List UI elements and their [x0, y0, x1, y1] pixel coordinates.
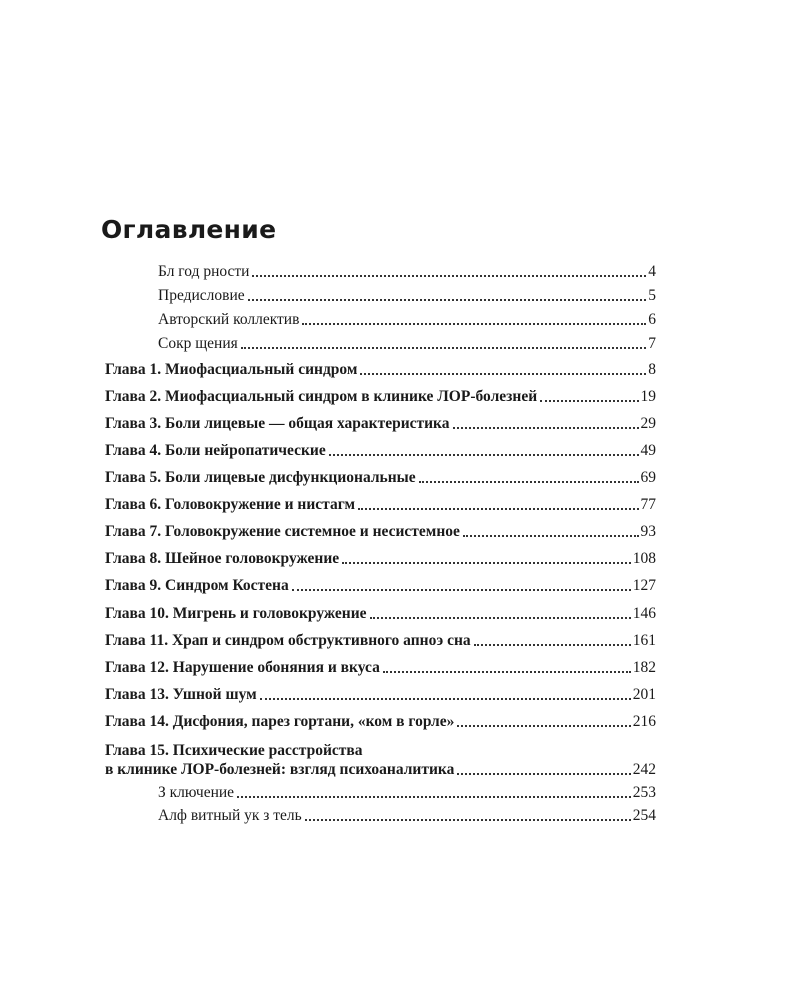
- dot-leader: [370, 616, 631, 619]
- toc-entry-title: Глава 1. Миофасциальный синдром: [105, 361, 358, 378]
- toc-entry-page: 253: [632, 784, 656, 801]
- toc-entry-page: 201: [632, 686, 656, 703]
- toc-entry-title: Глава 5. Боли лицевые дисфункциональные: [105, 469, 416, 486]
- dot-leader: [453, 426, 639, 429]
- toc-chapter-2[interactable]: [105, 387, 656, 406]
- toc-chapter-15-title-line1[interactable]: Глава 15. Психические расстройства: [105, 742, 363, 759]
- toc-entry-title: Глава 11. Храп и синдром обструктивного апноэ сна: [105, 632, 471, 649]
- toc-chapter-6[interactable]: [105, 495, 656, 514]
- toc-entry-title: Глава 8. Шейное головокружение: [105, 550, 340, 567]
- dot-leader: [252, 274, 646, 277]
- toc-entry-page: 216: [632, 713, 656, 730]
- toc-title: Оглавление: [101, 215, 277, 244]
- toc-entry-page: 182: [632, 659, 656, 676]
- dot-leader: [419, 480, 639, 483]
- toc-entry-page: 77: [640, 496, 656, 513]
- dot-leader: [292, 588, 631, 591]
- toc-entry-page: 93: [640, 523, 656, 540]
- toc-entry-acknowledgements[interactable]: [158, 262, 656, 281]
- dot-leader: [260, 697, 631, 700]
- dot-leader: [360, 372, 646, 375]
- toc-entry-title: Сокр щения: [158, 335, 238, 352]
- toc-entry-title: Глава 2. Миофасциальный синдром в клинике ЛОР-болезней: [105, 388, 538, 405]
- toc-entry-title: З ключение: [158, 784, 235, 801]
- toc-entry-page: 127: [632, 577, 656, 594]
- toc-chapter-7[interactable]: [105, 522, 656, 541]
- toc-chapter-8[interactable]: [105, 549, 656, 568]
- toc-entry-title: Предисловие: [158, 287, 245, 304]
- toc-entry-index[interactable]: [158, 806, 656, 825]
- toc-chapter-1[interactable]: [105, 360, 656, 379]
- toc-entry-page: 49: [640, 442, 656, 459]
- dot-leader: [540, 399, 638, 402]
- toc-entry-title: Глава 3. Боли лицевые — общая характеристика: [105, 415, 450, 432]
- toc-chapter-9[interactable]: [105, 576, 656, 595]
- toc-entry-title: Алф витный ук з тель: [158, 807, 302, 824]
- dot-leader: [358, 507, 638, 510]
- toc-entry-page: 19: [640, 388, 656, 405]
- toc-entry-page: 254: [632, 807, 656, 824]
- dot-leader: [457, 772, 630, 775]
- toc-chapter-12[interactable]: [105, 658, 656, 677]
- toc-entry-page: 4: [648, 263, 656, 280]
- toc-entry-title: в клинике ЛОР-болезней: взгляд психоаналитика: [105, 761, 455, 778]
- toc-chapter-14[interactable]: [105, 712, 656, 731]
- dot-leader: [463, 534, 639, 537]
- toc-entry-title: Глава 14. Дисфония, парез гортани, «ком в горле»: [105, 713, 455, 730]
- toc-entry-title: Глава 9. Синдром Костена: [105, 577, 289, 594]
- toc-entry-title: Глава 10. Мигрень и головокружение: [105, 605, 367, 622]
- toc-entry-authors[interactable]: [158, 310, 656, 329]
- toc-chapter-15[interactable]: [105, 760, 656, 779]
- toc-chapter-3[interactable]: [105, 414, 656, 433]
- dot-leader: [383, 670, 631, 673]
- toc-entry-conclusion[interactable]: [158, 783, 656, 802]
- dot-leader: [241, 346, 646, 349]
- toc-entry-page: 146: [632, 605, 656, 622]
- toc-entry-title: Бл год рности: [158, 263, 250, 280]
- toc-chapter-4[interactable]: [105, 441, 656, 460]
- toc-entry-page: 8: [648, 361, 656, 378]
- toc-entry-title: Глава 13. Ушной шум: [105, 686, 257, 703]
- dot-leader: [302, 322, 646, 325]
- toc-entry-title: Глава 4. Боли нейропатические: [105, 442, 326, 459]
- dot-leader: [329, 453, 639, 456]
- toc-entry-page: 69: [640, 469, 656, 486]
- dot-leader: [342, 561, 631, 564]
- toc-chapter-13[interactable]: [105, 685, 656, 704]
- toc-entry-page: 242: [632, 761, 656, 778]
- toc-entry-preface[interactable]: [158, 286, 656, 305]
- dot-leader: [305, 818, 631, 821]
- toc-entry-title: Глава 7. Головокружение системное и несистемное: [105, 523, 460, 540]
- toc-chapter-10[interactable]: [105, 604, 656, 623]
- toc-entry-title: Глава 12. Нарушение обоняния и вкуса: [105, 659, 380, 676]
- dot-leader: [248, 298, 647, 301]
- dot-leader: [457, 724, 630, 727]
- toc-entry-page: 161: [632, 632, 656, 649]
- toc-entry-page: 29: [640, 415, 656, 432]
- toc-entry-title: Глава 6. Головокружение и нистагм: [105, 496, 356, 513]
- dot-leader: [237, 795, 631, 798]
- toc-chapter-5[interactable]: [105, 468, 656, 487]
- toc-entry-abbreviations[interactable]: [158, 334, 656, 353]
- toc-entry-page: 7: [648, 335, 656, 352]
- toc-entry-page: 108: [632, 550, 656, 567]
- toc-entry-page: 6: [648, 311, 656, 328]
- toc-chapter-11[interactable]: [105, 631, 656, 650]
- toc-entry-title: Авторский коллектив: [158, 311, 300, 328]
- dot-leader: [474, 643, 631, 646]
- toc-entry-page: 5: [648, 287, 656, 304]
